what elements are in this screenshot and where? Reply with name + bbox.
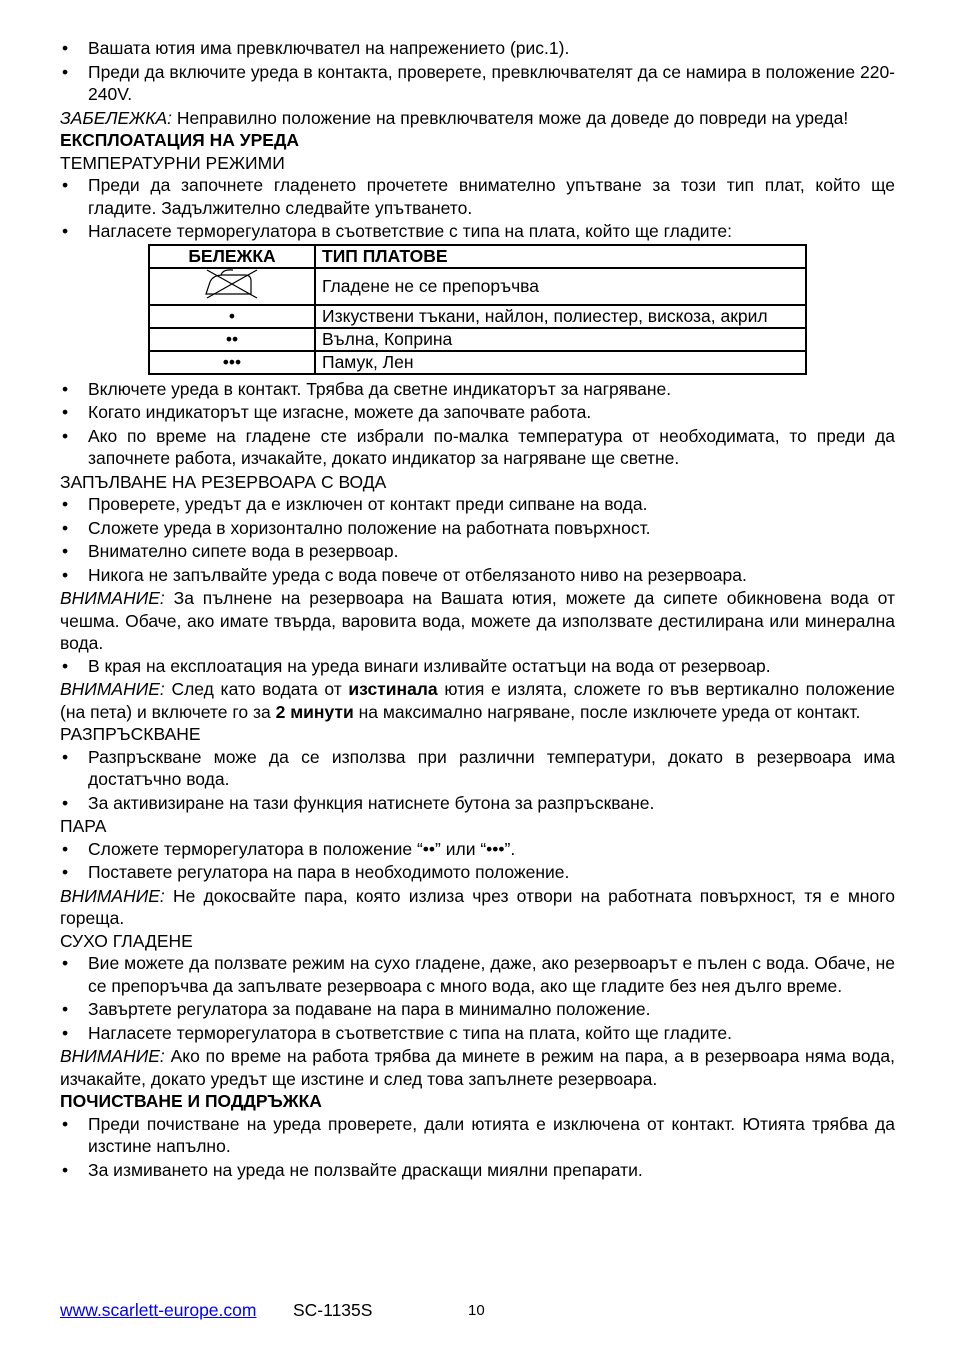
- table-cell-mark: •: [149, 305, 315, 328]
- page-number: 10: [468, 1302, 485, 1319]
- warning-text: Ако по време на работа трябва да минете в режим на пара, а в резервоара няма вода, изчакайте, докато уредът ще изстине и след това запълнете резервоара.: [60, 1046, 895, 1089]
- section-heading-operation: ЕКСПЛОАТАЦИЯ НА УРЕДА: [60, 130, 300, 150]
- table-header-row: [149, 245, 806, 268]
- warning-bold: 2 минути: [275, 701, 354, 722]
- note-text: Неправилно положение на превключвателя може да доведе до повреди на уреда!: [172, 107, 849, 128]
- no-ironing-icon: [201, 269, 263, 299]
- page-footer: [60, 1299, 895, 1325]
- list-item: • Внимателно сипете вода в резервоар.: [60, 540, 895, 563]
- list-item: • Преди да започнете гладенето прочетете внимателно упътване за този тип плат, който ще гладите. Задължително следвайте упътването.: [60, 174, 895, 219]
- table-cell-fabric: Памук, Лен: [315, 351, 806, 374]
- warning-paragraph: [60, 587, 895, 655]
- list-item: • Поставете регулатора на пара в необходимото положение.: [60, 861, 895, 884]
- list-item: • Нагласете терморегулатора в съответствие с типа на плата, който ще гладите.: [60, 1022, 895, 1045]
- list-item: • Нагласете терморегулатора в съответствие с типа на плата, който ще гладите:: [60, 220, 895, 243]
- list-item: • Ако по време на гладене сте избрали по-малка температура от необходимата, то преди да започнете работа, изчакайте, докато индикатор за нагряване ще светне.: [60, 425, 895, 470]
- warning-bold: изстинала: [348, 679, 438, 699]
- website-link[interactable]: www.scarlett-europe.com: [60, 1300, 257, 1320]
- fabric-table: [148, 244, 807, 375]
- table-row: [149, 268, 806, 305]
- table-header-mark: БЕЛЕЖКА: [149, 245, 315, 268]
- list-item: • Проверете, уредът да е изключен от контакт преди сипване на вода.: [60, 493, 895, 516]
- table-cell-fabric: Вълна, Коприна: [315, 328, 806, 351]
- table-cell-fabric: Гладене не се препоръчва: [315, 268, 806, 305]
- list-item: • За измиването на уреда не ползвайте драскащи миялни препарати.: [60, 1159, 895, 1182]
- table-cell-fabric: Изкуствени тъкани, найлон, полиестер, вискоза, акрил: [315, 305, 806, 328]
- list-item: • Разпръскване може да се използва при различни температури, докато в резервоара има достатъчно вода.: [60, 746, 895, 791]
- list-item: • Вие можете да ползвате режим на сухо гладене, даже, ако резервоарът е пълен с вода. Обаче, не се препоръчва да запълвате резервоара с много вода, ако ще гладите без нея дълго време.: [60, 952, 895, 997]
- table-row: [149, 328, 806, 351]
- warning-label: ВНИМАНИЕ:: [60, 885, 165, 906]
- list-item: • За активизиране на тази функция натиснете бутона за разпръскване.: [60, 792, 895, 815]
- table-row: [149, 351, 806, 374]
- subheading-temperature: ТЕМПЕРАТУРНИ РЕЖИМИ: [60, 152, 285, 173]
- warning-text: ютия е излята, сложете го във вертикално положение (на пета) и включете го за: [60, 679, 896, 722]
- subheading-steam: ПАРА: [60, 816, 107, 836]
- list-item: • В края на експлоатация на уреда винаги изливайте остатъци на вода от резервоар.: [60, 655, 895, 678]
- table-cell-mark: •••: [149, 351, 315, 374]
- list-item: • Включете уреда в контакт. Трябва да светне индикаторът за нагряване.: [60, 378, 895, 401]
- warning-label: ВНИМАНИЕ:: [60, 679, 165, 699]
- warning-text: на максимално нагряване, после изключете уреда от контакт.: [353, 701, 861, 722]
- list-item: • Завъртете регулатора за подаване на пара в минимално положение.: [60, 998, 895, 1021]
- model-number: SC-1135S: [293, 1300, 373, 1320]
- list-item: • Сложете уреда в хоризонтално положение на работната повърхност.: [60, 517, 895, 540]
- subheading-spray: РАЗПРЪСКВАНЕ: [60, 724, 201, 744]
- page-content: [60, 37, 895, 1182]
- list-item: • Преди почистване на уреда проверете, дали ютията е изключена от контакт. Ютията трябва да изстине напълно.: [60, 1113, 895, 1158]
- table-cell-mark: ••: [149, 328, 315, 351]
- warning-paragraph: [60, 678, 895, 723]
- warning-text: Не докосвайте пара, която излиза чрез отвори на работната повърхност, тя е много гореща.: [60, 885, 895, 928]
- table-header-fabric: ТИП ПЛАТОВЕ: [315, 245, 806, 268]
- warning-label: ВНИМАНИЕ:: [60, 588, 165, 608]
- subheading-fill: ЗАПЪЛВАНЕ НА РЕЗЕРВОАРА С ВОДА: [60, 471, 387, 492]
- list-item: • Сложете терморегулатора в положение “••” или “•••”.: [60, 838, 895, 861]
- warning-text: След като водата от: [164, 679, 349, 699]
- warning-paragraph: [60, 885, 895, 930]
- note-label: ЗАБЕЛЕЖКА:: [60, 107, 173, 128]
- table-cell-mark: [149, 268, 315, 305]
- subheading-dry: СУХО ГЛАДЕНЕ: [60, 930, 193, 951]
- note-paragraph: [60, 107, 895, 130]
- table-row: [149, 305, 806, 328]
- list-item: • Преди да включите уреда в контакта, проверете, превключвателят да се намира в положение 220-240V.: [60, 61, 895, 106]
- warning-label: ВНИМАНИЕ:: [60, 1046, 165, 1066]
- warning-text: За пълнене на резервоара на Вашата ютия, можете да сипете обикновена вода от чешма. Обаче, ако имате твърда, варовита вода, можете да използвате дестилирана или минерална вода.: [60, 588, 895, 653]
- warning-paragraph: [60, 1045, 895, 1090]
- list-item: • Когато индикаторът ще изгасне, можете да започвате работа.: [60, 401, 895, 424]
- list-item: • Никога не запълвайте уреда с вода повече от отбелязаното ниво на резервоара.: [60, 564, 895, 587]
- list-item: • Вашата ютия има превключвател на напрежението (рис.1).: [60, 37, 895, 60]
- section-heading-cleaning: ПОЧИСТВАНЕ И ПОДДРЪЖКА: [60, 1091, 322, 1111]
